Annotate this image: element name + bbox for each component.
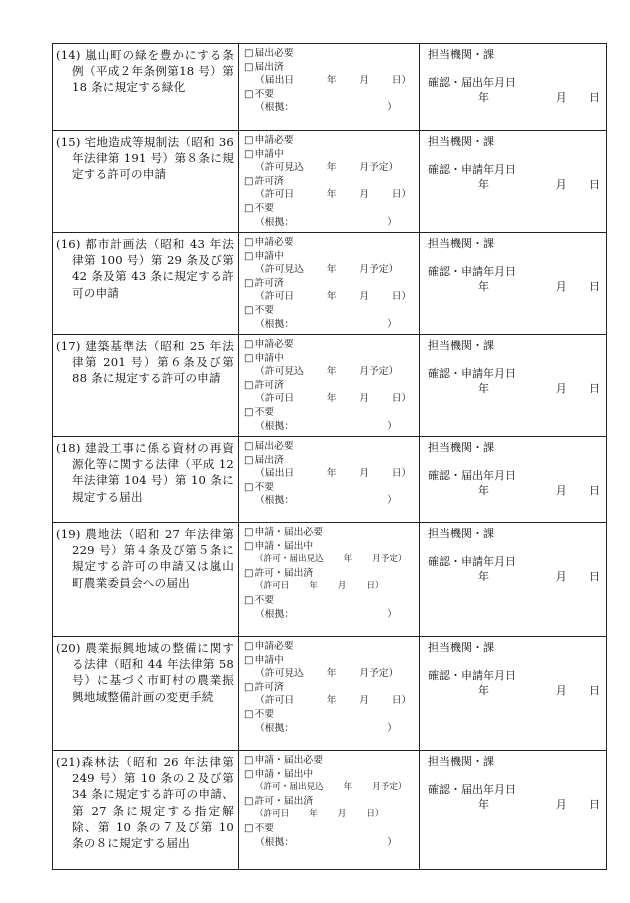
date-note: （許可日 年 月 日） <box>255 695 412 707</box>
checkbox-option[interactable]: □ 不要 <box>244 304 419 318</box>
day-unit: 日 <box>589 484 600 497</box>
date-note: （許可見込 年 月予定） <box>255 162 399 174</box>
agency-cell <box>420 233 607 335</box>
month-unit: 月 <box>555 684 567 697</box>
date-note: （許可日 年 月 日） <box>255 581 384 592</box>
checkbox-option[interactable]: □ 許可・届出済 <box>244 567 419 581</box>
day-unit: 日 <box>589 178 600 191</box>
year-unit: 年 <box>478 280 489 293</box>
date-note: （許可・届出見込 年 月予定） <box>255 782 407 793</box>
law-cell <box>53 751 239 870</box>
agency-label: 担当機関・課 <box>428 339 494 352</box>
date-label: 確認・申請年月日 <box>428 554 516 568</box>
reason-note: （根拠： ） <box>255 216 398 228</box>
law-cell <box>53 131 239 233</box>
date-fields[interactable] <box>428 177 606 193</box>
checkbox-option[interactable]: □ 申請必要 <box>244 236 419 250</box>
date-note: （許可見込 年 月予定） <box>255 366 399 378</box>
status-cell <box>239 335 420 437</box>
agency-label: 担当機関・課 <box>428 755 494 768</box>
year-unit: 年 <box>478 684 489 697</box>
checkbox-option[interactable]: □ 届出済 <box>244 454 419 468</box>
law-cell <box>53 637 239 751</box>
month-unit: 月 <box>555 484 567 497</box>
law-description: (16) 都市計画法（昭和 43 年法律第 100 号）第 29 条及び第 42 条及第 43 条に規定する許可の申請 <box>56 237 234 300</box>
law-description: (17) 建築基準法（昭和 25 年法律第 201 号）第６条及び第 88 条に規定する許可の申請 <box>56 339 234 386</box>
date-label: 確認・届出年月日 <box>428 782 516 796</box>
date-fields[interactable] <box>428 569 606 585</box>
checkbox-option[interactable]: □ 不要 <box>244 708 419 722</box>
checkbox-option[interactable]: □ 許可済 <box>244 681 419 695</box>
month-unit: 月 <box>555 382 567 395</box>
checkbox-option[interactable]: □ 申請必要 <box>244 640 419 654</box>
date-label: 確認・届出年月日 <box>428 468 516 482</box>
reason-note: （根拠： ） <box>255 495 398 507</box>
table-row <box>53 335 607 437</box>
table-row <box>53 437 607 523</box>
day-unit: 日 <box>589 91 600 104</box>
table-row <box>53 233 607 335</box>
table-row <box>53 523 607 637</box>
law-cell <box>53 437 239 523</box>
checkbox-option[interactable]: □ 許可済 <box>244 175 419 189</box>
checkbox-option[interactable]: □ 届出必要 <box>244 47 419 61</box>
checkbox-option[interactable]: □ 不要 <box>244 481 419 495</box>
law-description: (14) 嵐山町の緑を豊かにする条例（平成２年条例第18 号）第 18 条に規定する緑化 <box>56 48 234 95</box>
reason-note: （根拠： ） <box>255 102 398 114</box>
checkbox-option[interactable]: □ 許可済 <box>244 277 419 291</box>
checkbox-option[interactable]: □ 申請・届出必要 <box>244 754 419 768</box>
permit-checklist-table <box>52 43 607 870</box>
month-unit: 月 <box>555 178 567 191</box>
month-unit: 月 <box>555 280 567 293</box>
table-row <box>53 44 607 131</box>
checkbox-option[interactable]: □ 許可・届出済 <box>244 795 419 809</box>
checkbox-option[interactable]: □ 申請中 <box>244 148 419 162</box>
agency-cell <box>420 437 607 523</box>
checkbox-option[interactable]: □ 申請・届出中 <box>244 540 419 554</box>
law-description: (18) 建設工事に係る資材の再資源化等に関する法律（平成 12 年法律第 104 号）第 10 条に規定する届出 <box>56 441 234 504</box>
year-unit: 年 <box>478 91 489 104</box>
law-cell <box>53 523 239 637</box>
law-description: (20) 農業振興地域の整備に関する法律（昭和 44 年法律第 58 号）に基づく市町村の農業振興地域整備計画の変更手続 <box>56 641 234 704</box>
law-description: (21)森林法（昭和 26 年法律第 249 号）第 10 条の２及び第 34 条に規定する許可の申請、第 27 条に規定する指定解除、第 10 条の７及び第 10 条の８に規定する届出 <box>56 755 234 851</box>
agency-cell <box>420 44 607 131</box>
reason-note: （根拠： ） <box>255 722 398 734</box>
date-note: （許可見込 年 月予定） <box>255 668 399 680</box>
status-cell <box>239 751 420 870</box>
agency-cell <box>420 751 607 870</box>
checkbox-option[interactable]: □ 届出済 <box>244 61 419 75</box>
checkbox-option[interactable]: □ 申請中 <box>244 654 419 668</box>
table-row <box>53 131 607 233</box>
month-unit: 月 <box>555 91 567 104</box>
checkbox-option[interactable]: □ 不要 <box>244 594 419 608</box>
agency-cell <box>420 335 607 437</box>
law-description: (15) 宅地造成等規制法（昭和 36 年法律第 191 号）第８条に規定する許可の申請 <box>56 135 234 182</box>
agency-label: 担当機関・課 <box>428 237 494 250</box>
date-label: 確認・届出年月日 <box>428 75 516 89</box>
date-label: 確認・申請年月日 <box>428 264 516 278</box>
checkbox-option[interactable]: □ 申請・届出必要 <box>244 526 419 540</box>
table-row <box>53 751 607 870</box>
agency-cell <box>420 637 607 751</box>
date-note: （許可日 年 月 日） <box>255 291 412 303</box>
month-unit: 月 <box>555 798 567 811</box>
date-fields[interactable] <box>428 279 606 295</box>
year-unit: 年 <box>478 382 489 395</box>
agency-label: 担当機関・課 <box>428 135 494 148</box>
reason-note: （根拠： ） <box>255 836 398 848</box>
checkbox-option[interactable]: □ 申請・届出中 <box>244 768 419 782</box>
checkbox-option[interactable]: □ 不要 <box>244 406 419 420</box>
date-fields[interactable] <box>428 797 606 813</box>
date-fields[interactable] <box>428 683 606 699</box>
date-note: （許可日 年 月 日） <box>255 393 412 405</box>
year-unit: 年 <box>478 570 489 583</box>
date-label: 確認・申請年月日 <box>428 162 516 176</box>
checkbox-option[interactable]: □ 不要 <box>244 88 419 102</box>
month-unit: 月 <box>555 570 567 583</box>
agency-label: 担当機関・課 <box>428 441 494 454</box>
checkbox-option[interactable]: □ 申請必要 <box>244 134 419 148</box>
reason-note: （根拠： ） <box>255 420 398 432</box>
date-note: （許可日 年 月 日） <box>255 189 412 201</box>
day-unit: 日 <box>589 280 600 293</box>
status-cell <box>239 233 420 335</box>
date-note: （許可・届出見込 年 月予定） <box>255 554 407 565</box>
status-cell <box>239 44 420 131</box>
date-fields[interactable] <box>428 483 606 499</box>
reason-note: （根拠： ） <box>255 608 398 620</box>
year-unit: 年 <box>478 798 489 811</box>
date-note: （許可見込 年 月予定） <box>255 264 399 276</box>
law-cell <box>53 233 239 335</box>
status-cell <box>239 437 420 523</box>
agency-label: 担当機関・課 <box>428 527 494 540</box>
year-unit: 年 <box>478 178 489 191</box>
date-label: 確認・申請年月日 <box>428 668 516 682</box>
status-cell <box>239 131 420 233</box>
reason-note: （根拠： ） <box>255 318 398 330</box>
date-note: （届出日 年 月 日） <box>255 75 412 87</box>
checkbox-option[interactable]: □ 不要 <box>244 202 419 216</box>
agency-label: 担当機関・課 <box>428 641 494 654</box>
agency-cell <box>420 523 607 637</box>
checkbox-option[interactable]: □ 届出必要 <box>244 440 419 454</box>
date-note: （許可日 年 月 日） <box>255 809 384 820</box>
status-cell <box>239 523 420 637</box>
date-note: （届出日 年 月 日） <box>255 468 412 480</box>
law-cell <box>53 335 239 437</box>
agency-label: 担当機関・課 <box>428 48 494 61</box>
checkbox-option[interactable]: □ 申請必要 <box>244 338 419 352</box>
checkbox-option[interactable]: □ 不要 <box>244 822 419 836</box>
agency-cell <box>420 131 607 233</box>
day-unit: 日 <box>589 570 600 583</box>
day-unit: 日 <box>589 382 600 395</box>
day-unit: 日 <box>589 684 600 697</box>
table-row <box>53 637 607 751</box>
checkbox-option[interactable]: □ 許可済 <box>244 379 419 393</box>
day-unit: 日 <box>589 798 600 811</box>
checkbox-option[interactable]: □ 申請中 <box>244 352 419 366</box>
law-description: (19) 農地法（昭和 27 年法律第 229 号）第４条及び第５条に規定する許可の申請又は嵐山町農業委員会への届出 <box>56 527 234 590</box>
status-cell <box>239 637 420 751</box>
year-unit: 年 <box>478 484 489 497</box>
checkbox-option[interactable]: □ 申請中 <box>244 250 419 264</box>
date-fields[interactable] <box>428 90 606 106</box>
law-cell <box>53 44 239 131</box>
date-fields[interactable] <box>428 381 606 397</box>
date-label: 確認・申請年月日 <box>428 366 516 380</box>
